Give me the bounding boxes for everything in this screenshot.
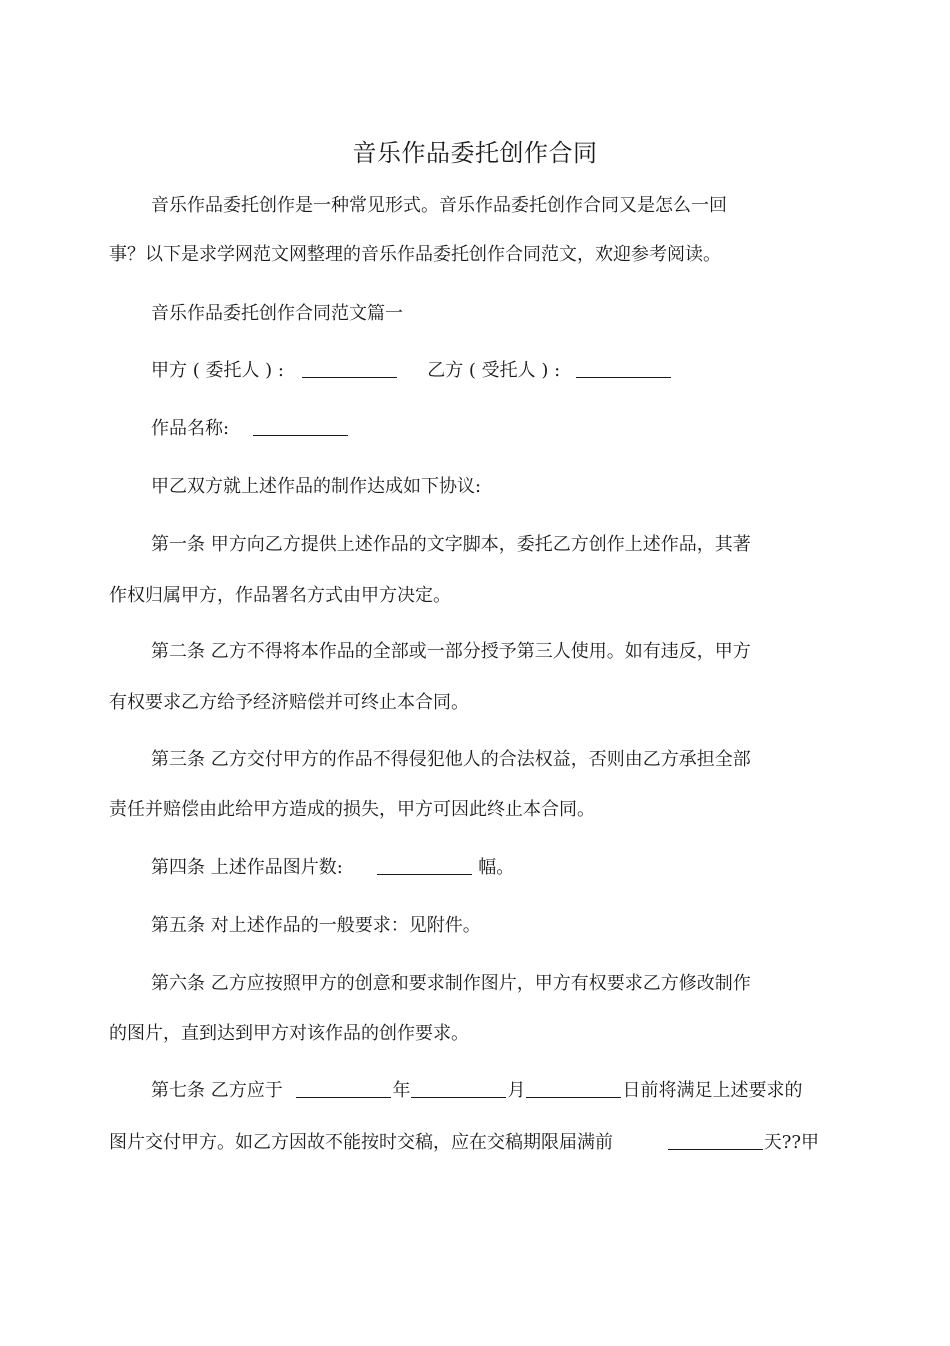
party-a-label: 甲方 ( 委托人 ) :	[151, 360, 284, 381]
article-7-day-blank	[526, 1079, 621, 1098]
intro-line-1: 音乐作品委托创作是一种常见形式。音乐作品委托创作合同又是怎么一回	[151, 195, 727, 216]
party-b-label: 乙方 ( 受托人 ) :	[427, 360, 561, 381]
article-7-year-blank	[296, 1079, 391, 1098]
article-4-blank	[377, 856, 472, 875]
article-7-prefix: 第七条 乙方应于	[151, 1080, 283, 1101]
work-name-label: 作品名称:	[151, 418, 230, 439]
article-2-line-1: 第二条 乙方不得将本作品的全部或一部分授予第三人使用。如有违反，甲方	[151, 641, 751, 662]
document-title: 音乐作品委托创作合同	[352, 139, 598, 167]
intro-line-2: 事？以下是求学网范文网整理的音乐作品委托创作合同范文，欢迎参考阅读。	[109, 244, 721, 265]
article-1-line-2: 作权归属甲方，作品署名方式由甲方决定。	[109, 585, 451, 606]
article-7-days-blank	[668, 1131, 763, 1150]
article-7-line-2	[109, 1131, 819, 1155]
article-4-suffix: 幅。	[478, 857, 515, 878]
parties-line	[151, 359, 672, 383]
agreement-intro: 甲乙双方就上述作品的制作达成如下协议:	[151, 476, 482, 497]
article-7-line-2-prefix: 图片交付甲方。如乙方因故不能按时交稿，应在交稿期限届满前	[109, 1132, 613, 1153]
article-2-line-2: 有权要求乙方给予经济赔偿并可终止本合同。	[109, 692, 469, 713]
article-4-prefix: 第四条 上述作品图片数:	[151, 857, 343, 878]
work-name-blank	[253, 417, 348, 436]
section-heading: 音乐作品委托创作合同范文篇一	[151, 303, 403, 324]
article-7-month-blank	[411, 1079, 506, 1098]
article-6-line-1: 第六条 乙方应按照甲方的创意和要求制作图片，甲方有权要求乙方修改制作	[151, 973, 751, 994]
article-6-line-2: 的图片，直到达到甲方对该作品的创作要求。	[109, 1023, 469, 1044]
article-7-month: 月	[507, 1080, 526, 1101]
article-7-line-1	[151, 1079, 802, 1103]
article-3-line-1: 第三条 乙方交付甲方的作品不得侵犯他人的合法权益，否则由乙方承担全部	[151, 749, 751, 770]
party-b-blank	[576, 359, 671, 378]
article-5-line: 第五条 对上述作品的一般要求：见附件。	[151, 915, 481, 936]
article-7-year: 年	[392, 1080, 411, 1101]
article-1-line-1: 第一条 甲方向乙方提供上述作品的文字脚本，委托乙方创作上述作品，其著	[151, 534, 751, 555]
article-4-line	[151, 856, 514, 880]
article-7-line-2-suffix: 天??甲	[763, 1132, 820, 1153]
article-7-suffix: 日前将满足上述要求的	[622, 1080, 803, 1101]
party-a-blank	[302, 359, 397, 378]
work-name-line	[151, 417, 349, 441]
article-3-line-2: 责任并赔偿由此给甲方造成的损失，甲方可因此终止本合同。	[109, 799, 595, 820]
